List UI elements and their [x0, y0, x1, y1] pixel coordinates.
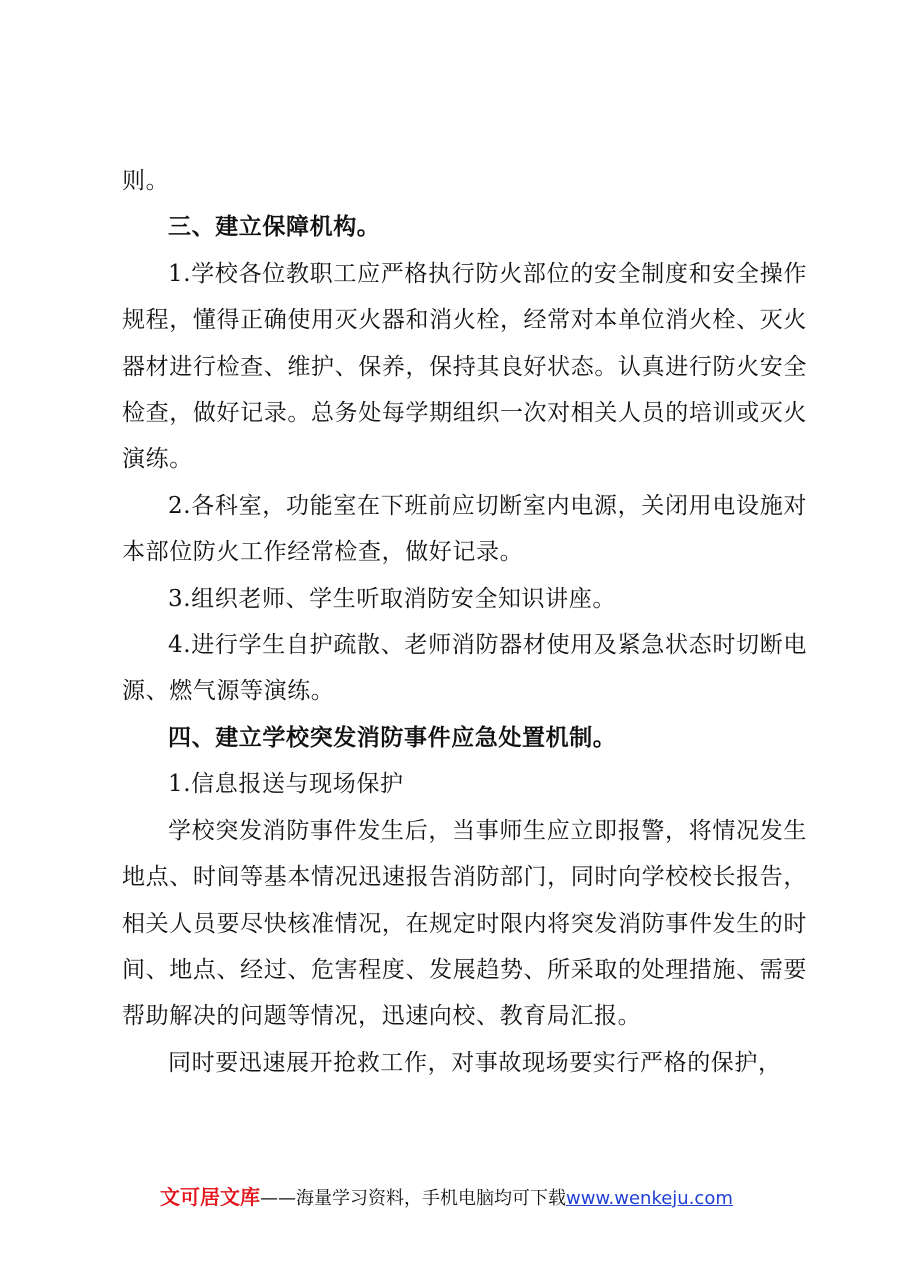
- footer-slogan: ——海量学习资料，手机电脑均可下载: [260, 1188, 566, 1209]
- footer-link[interactable]: www.wenkeju.com: [566, 1188, 733, 1209]
- paragraph-item-4: 4.进行学生自护疏散、老师消防器材使用及紧急状态时切断电源、燃气源等演练。: [122, 632, 807, 705]
- section-heading-3: 三、建立保障机构。: [168, 214, 381, 241]
- paragraph-rescue: 同时要迅速展开抢救工作，对事故现场要实行严格的保护，: [168, 1049, 782, 1076]
- section-heading-4: 四、建立学校突发消防事件应急处置机制。: [168, 724, 617, 751]
- paragraph-report-procedure: 学校突发消防事件发生后，当事师生应立即报警，将情况发生地点、时间等基本情况迅速报告消防部门，同时向学校校长报告，相关人员要尽快核准情况，在规定时限内将突发消防事件发生的时间、地点、经过、危害程度、发展趋势、所采取的处理措施、需要帮助解决的问题等情况，迅速向校、教育局汇报。: [122, 817, 807, 1030]
- paragraph-continuation: 则。: [122, 168, 170, 194]
- document-body: [122, 158, 807, 1086]
- paragraph-item-2: 2.各科室，功能室在下班前应切断室内电源，关闭用电设施对本部位防火工作经常检查，做好记录。: [122, 492, 807, 566]
- paragraph-item-3: 3.组织老师、学生听取消防安全知识讲座。: [168, 585, 616, 612]
- footer-brand: 文可居文库: [160, 1185, 260, 1209]
- subheading-info-report: 1.信息报送与现场保护: [168, 771, 404, 798]
- paragraph-item-1: 1.学校各位教职工应严格执行防火部位的安全制度和安全操作规程，懂得正确使用灭火器和消火栓，经常对本单位消火栓、灭火器材进行检查、维护、保养，保持其良好状态。认真进行防火安全检查，做好记录。总务处每学期组织一次对相关人员的培训或灭火演练。: [122, 260, 807, 473]
- footer-watermark: [160, 1182, 780, 1212]
